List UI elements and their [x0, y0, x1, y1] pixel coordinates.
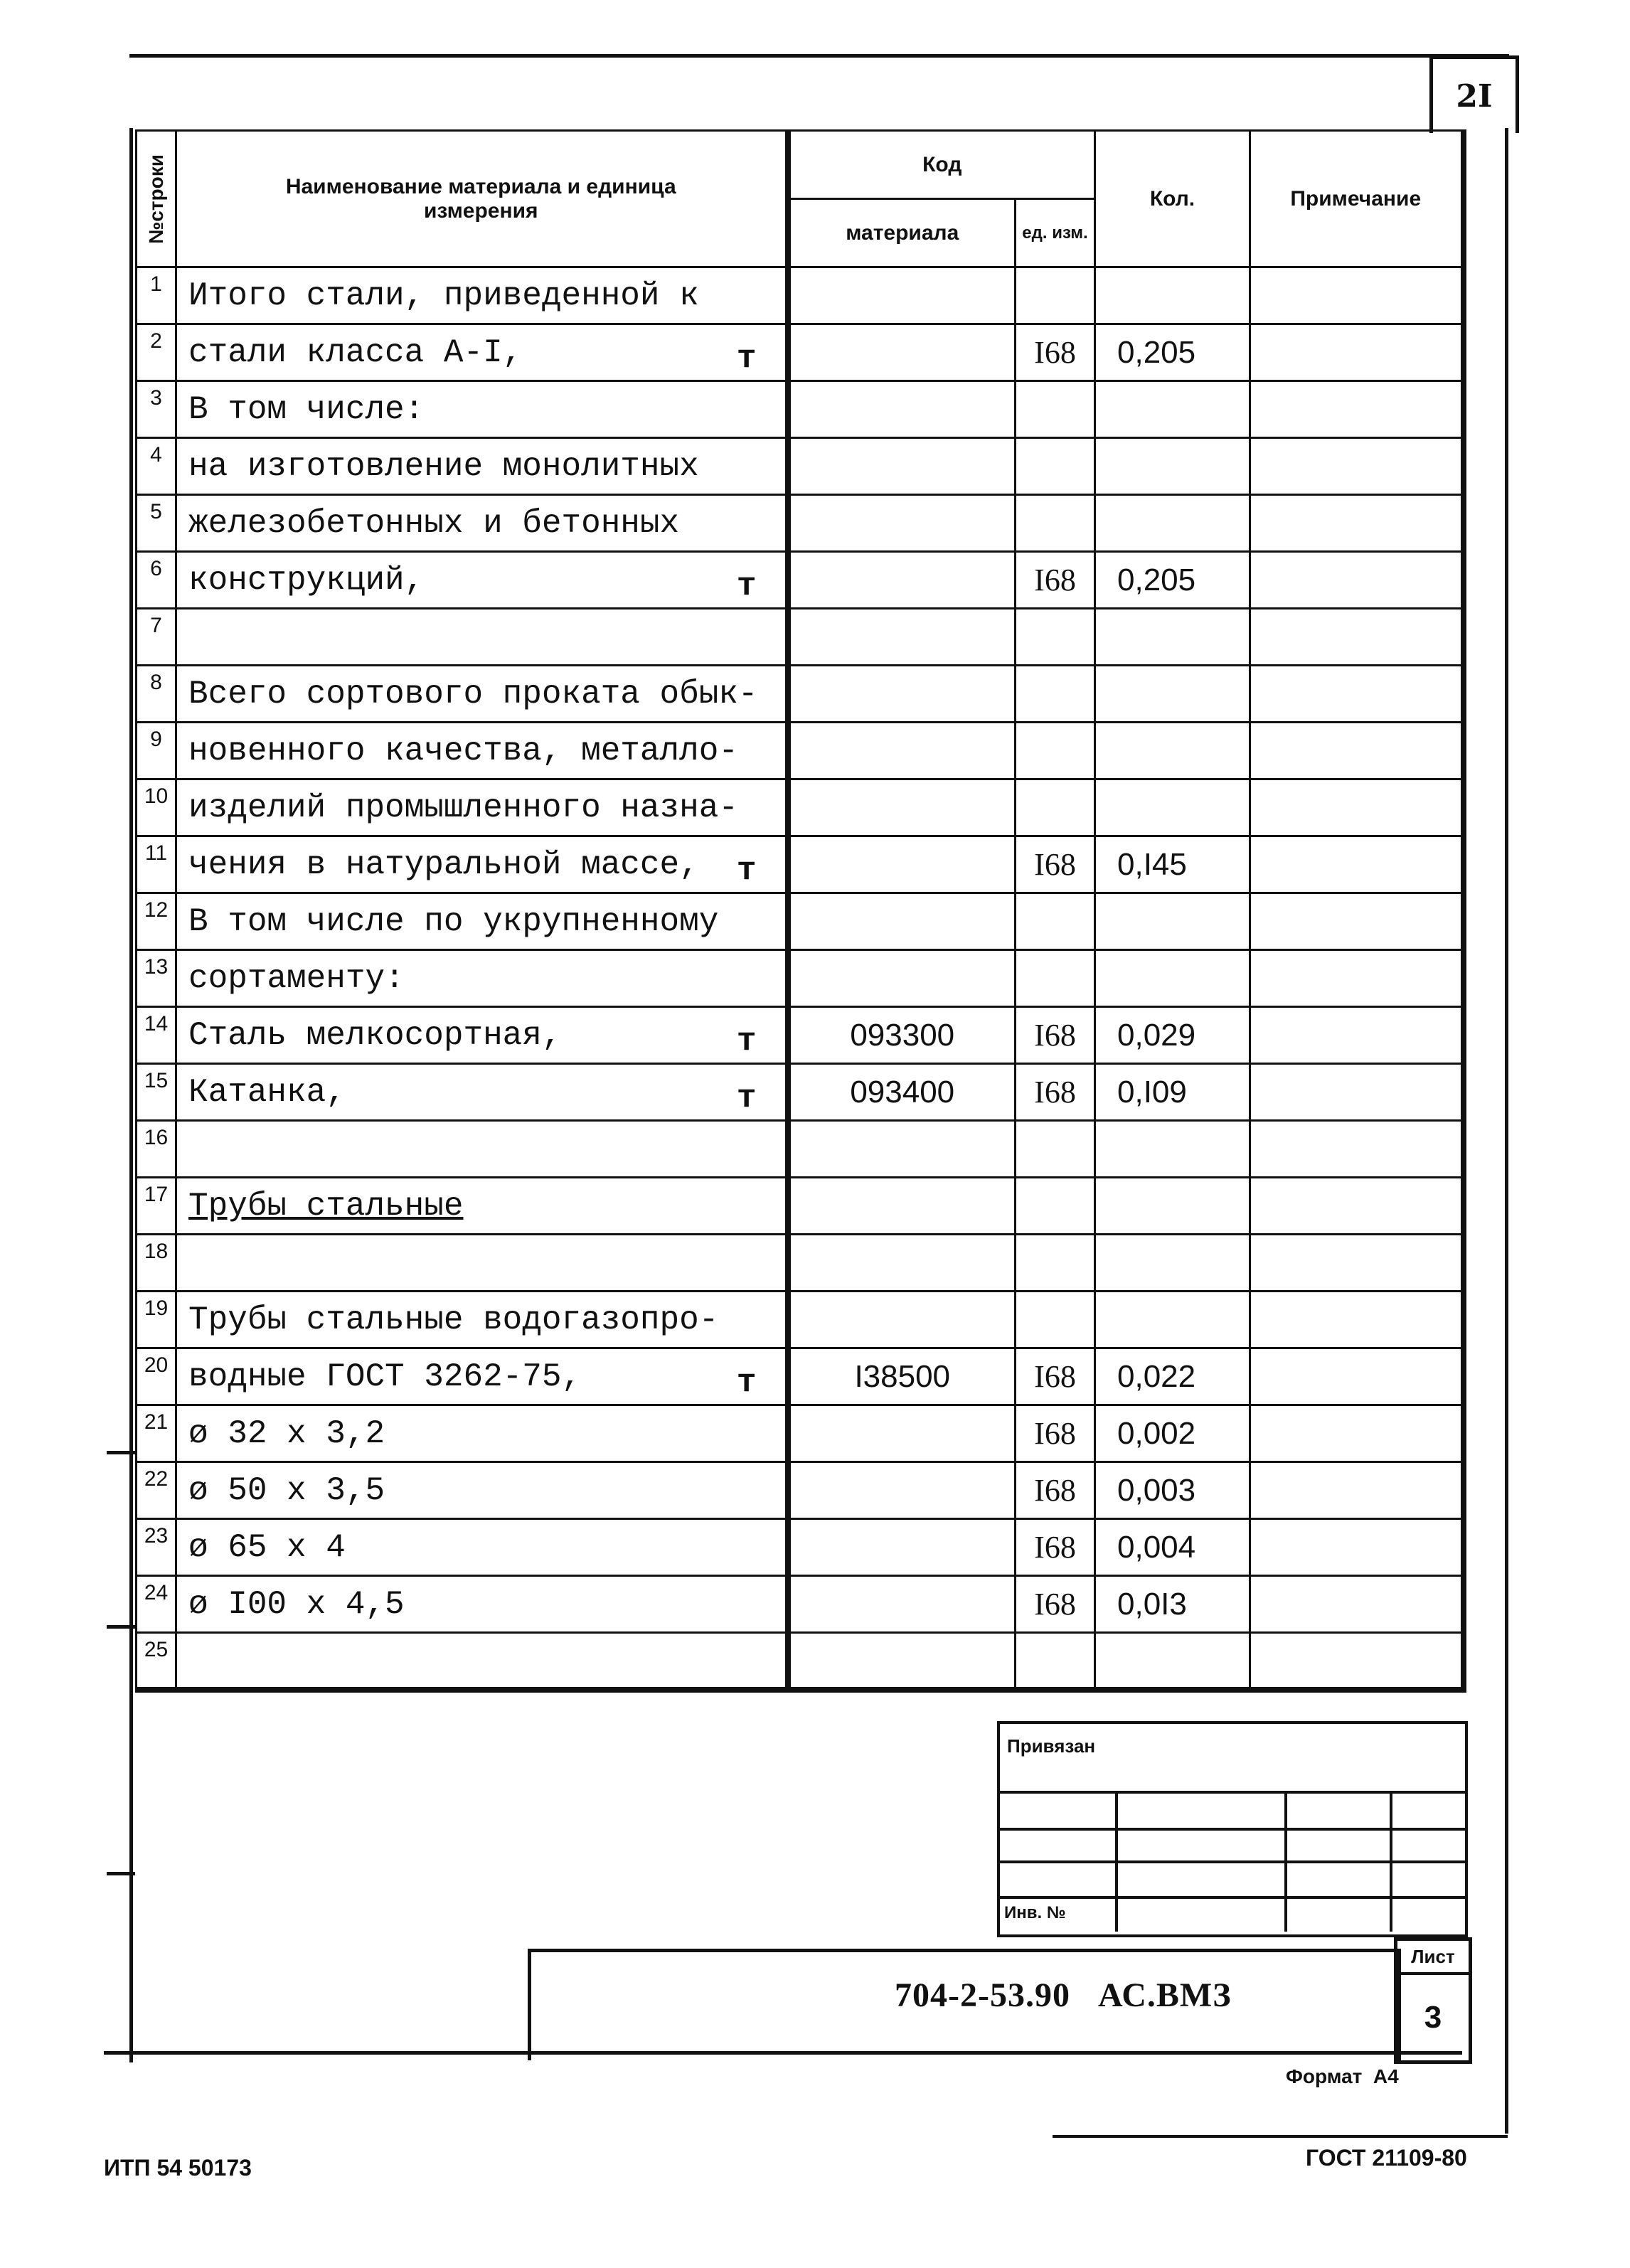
margin-tick-1 — [107, 1451, 135, 1454]
header-qty: Кол. — [1095, 131, 1250, 267]
note-cell — [1250, 324, 1464, 381]
material-code — [788, 609, 1016, 666]
table-row — [137, 495, 1464, 552]
quantity: 0,002 — [1095, 1405, 1250, 1462]
row-number: 6 — [137, 552, 176, 609]
quantity: 0,022 — [1095, 1348, 1250, 1405]
unit-text: т — [736, 1080, 757, 1117]
row-number: 13 — [137, 950, 176, 1007]
material-name-text: на изготовление монолитных — [188, 447, 699, 485]
unit-code — [1016, 666, 1095, 723]
row-number: 12 — [137, 893, 176, 950]
material-name-text: конструкций, — [188, 561, 425, 599]
material-name-text: стали класса А-I, — [188, 334, 523, 371]
header-code-unit: ед. изм. — [1016, 199, 1095, 267]
material-code — [788, 836, 1016, 893]
material-code — [788, 1633, 1016, 1690]
note-cell — [1250, 381, 1464, 438]
table-row — [137, 950, 1464, 1007]
quantity — [1095, 609, 1250, 666]
page-number: 2I — [1429, 55, 1519, 133]
quantity: 0,003 — [1095, 1462, 1250, 1519]
material-name — [176, 267, 788, 324]
row-number: 24 — [137, 1576, 176, 1633]
note-cell — [1250, 1462, 1464, 1519]
sheet-number: 3 — [1424, 2000, 1442, 2035]
material-name — [176, 1462, 788, 1519]
note-cell — [1250, 893, 1464, 950]
material-code: 093300 — [788, 1007, 1016, 1064]
material-name-text: чения в натуральной массе, — [188, 846, 699, 883]
note-cell — [1250, 267, 1464, 324]
material-code — [788, 950, 1016, 1007]
row-number: 19 — [137, 1292, 176, 1348]
material-code — [788, 1121, 1016, 1178]
material-name-text: Трубы стальные водогазопро- — [188, 1301, 719, 1338]
note-cell — [1250, 1235, 1464, 1292]
material-name — [176, 1178, 788, 1235]
unit-text: т — [736, 340, 757, 377]
note-cell — [1250, 495, 1464, 552]
unit-code — [1016, 438, 1095, 495]
quantity — [1095, 1121, 1250, 1178]
table-row — [137, 1235, 1464, 1292]
row-number: 14 — [137, 1007, 176, 1064]
quantity: 0,205 — [1095, 552, 1250, 609]
stamp-hline-4 — [997, 1896, 1465, 1899]
quantity — [1095, 267, 1250, 324]
unit-code — [1016, 1121, 1095, 1178]
sheet-box — [1394, 1937, 1472, 2064]
row-number: 18 — [137, 1235, 176, 1292]
quantity — [1095, 1178, 1250, 1235]
row-number: 17 — [137, 1178, 176, 1235]
material-code — [788, 1292, 1016, 1348]
material-name — [176, 1064, 788, 1121]
row-number: 1 — [137, 267, 176, 324]
header-row-no: №строки — [137, 131, 176, 267]
left-frame-line — [129, 128, 133, 2062]
unit-code: I68 — [1016, 836, 1095, 893]
note-cell — [1250, 552, 1464, 609]
material-name-text: Всего сортового проката обык- — [188, 675, 758, 713]
material-code — [788, 1178, 1016, 1235]
document-code: 704-2-53.90 АС.ВМЗ — [895, 1976, 1232, 2014]
table-row — [137, 267, 1464, 324]
unit-code: I68 — [1016, 1064, 1095, 1121]
quantity — [1095, 495, 1250, 552]
note-cell — [1250, 1633, 1464, 1690]
unit-code — [1016, 381, 1095, 438]
quantity — [1095, 438, 1250, 495]
row-number: 25 — [137, 1633, 176, 1690]
note-cell — [1250, 1178, 1464, 1235]
unit-code: I68 — [1016, 1007, 1095, 1064]
row-number: 16 — [137, 1121, 176, 1178]
note-cell — [1250, 950, 1464, 1007]
material-name — [176, 779, 788, 836]
material-code — [788, 779, 1016, 836]
quantity: 0,205 — [1095, 324, 1250, 381]
material-code — [788, 552, 1016, 609]
quantity: 0,I45 — [1095, 836, 1250, 893]
row-number: 22 — [137, 1462, 176, 1519]
note-cell — [1250, 836, 1464, 893]
table-row — [137, 324, 1464, 381]
material-code — [788, 1235, 1016, 1292]
material-name — [176, 836, 788, 893]
right-frame-line — [1505, 128, 1508, 2134]
quantity — [1095, 893, 1250, 950]
material-name — [176, 324, 788, 381]
table-row — [137, 1519, 1464, 1576]
material-name-text: ø 50 х 3,5 — [188, 1471, 385, 1509]
material-name — [176, 893, 788, 950]
material-code — [788, 1519, 1016, 1576]
material-name — [176, 1007, 788, 1064]
unit-code: I68 — [1016, 1462, 1095, 1519]
material-code — [788, 723, 1016, 779]
note-cell — [1250, 1292, 1464, 1348]
row-number: 5 — [137, 495, 176, 552]
stamp-vline-3 — [1390, 1791, 1392, 1932]
table-row — [137, 438, 1464, 495]
material-name-text: водные ГОСТ 3262-75, — [188, 1358, 582, 1395]
row-number: 7 — [137, 609, 176, 666]
footer-left-code: ИТП 54 50173 — [104, 2155, 252, 2181]
stamp-hline-3 — [997, 1860, 1465, 1863]
quantity: 0,029 — [1095, 1007, 1250, 1064]
material-name-text: Катанка, — [188, 1073, 346, 1111]
material-name — [176, 1576, 788, 1633]
unit-text: т — [736, 568, 757, 605]
material-code — [788, 324, 1016, 381]
note-cell — [1250, 1519, 1464, 1576]
table-row — [137, 1633, 1464, 1690]
material-code — [788, 666, 1016, 723]
stamp-vline-1 — [1115, 1791, 1118, 1932]
material-name-text: ø I00 х 4,5 — [188, 1585, 405, 1623]
unit-code — [1016, 267, 1095, 324]
quantity — [1095, 723, 1250, 779]
table-row — [137, 1462, 1464, 1519]
material-name — [176, 1121, 788, 1178]
material-code — [788, 267, 1016, 324]
lower-frame-line — [1053, 2135, 1508, 2138]
unit-code — [1016, 1235, 1095, 1292]
material-name-text: ø 65 х 4 — [188, 1528, 346, 1566]
material-name-text: В том числе: — [188, 390, 425, 428]
table-row — [137, 609, 1464, 666]
quantity — [1095, 950, 1250, 1007]
table-row — [137, 1348, 1464, 1405]
note-cell — [1250, 666, 1464, 723]
unit-code: I68 — [1016, 1576, 1095, 1633]
note-cell — [1250, 1121, 1464, 1178]
row-number: 23 — [137, 1519, 176, 1576]
material-code — [788, 893, 1016, 950]
note-cell — [1250, 438, 1464, 495]
material-name — [176, 1405, 788, 1462]
unit-code: I68 — [1016, 1405, 1095, 1462]
unit-code: I68 — [1016, 1519, 1095, 1576]
note-cell — [1250, 1064, 1464, 1121]
attached-label: Привязан — [1007, 1735, 1096, 1757]
table-row — [137, 1121, 1464, 1178]
row-number: 2 — [137, 324, 176, 381]
material-code — [788, 1462, 1016, 1519]
material-name-text: изделий промышленного назна- — [188, 789, 738, 826]
table-row — [137, 381, 1464, 438]
note-cell — [1250, 779, 1464, 836]
header-code-material: материала — [788, 199, 1016, 267]
table-row — [137, 552, 1464, 609]
table-row — [137, 723, 1464, 779]
material-code — [788, 1576, 1016, 1633]
material-name-text: железобетонных и бетонных — [188, 504, 680, 542]
material-name — [176, 1235, 788, 1292]
table-row — [137, 666, 1464, 723]
note-cell — [1250, 1348, 1464, 1405]
quantity — [1095, 666, 1250, 723]
row-number: 8 — [137, 666, 176, 723]
note-cell — [1250, 723, 1464, 779]
unit-code — [1016, 1178, 1095, 1235]
table-row — [137, 1064, 1464, 1121]
quantity — [1095, 381, 1250, 438]
top-frame-line — [129, 54, 1509, 58]
quantity — [1095, 779, 1250, 836]
unit-code — [1016, 495, 1095, 552]
unit-code — [1016, 609, 1095, 666]
row-number: 3 — [137, 381, 176, 438]
footer-gost: ГОСТ 21109-80 — [1306, 2145, 1467, 2171]
note-cell — [1250, 1007, 1464, 1064]
unit-text: т — [736, 852, 757, 889]
header-code-group: Код — [788, 131, 1095, 199]
material-spec-table — [135, 129, 1466, 1693]
table-row — [137, 1576, 1464, 1633]
material-name-text: ø 32 х 3,2 — [188, 1415, 385, 1452]
material-name-text: сортаменту: — [188, 959, 405, 997]
table-row — [137, 1405, 1464, 1462]
quantity: 0,004 — [1095, 1519, 1250, 1576]
material-code — [788, 381, 1016, 438]
stamp-hline-2 — [997, 1828, 1465, 1831]
quantity: 0,I09 — [1095, 1064, 1250, 1121]
table-row — [137, 893, 1464, 950]
unit-text: т — [736, 1023, 757, 1060]
note-cell — [1250, 609, 1464, 666]
row-number: 4 — [137, 438, 176, 495]
material-code — [788, 495, 1016, 552]
note-cell — [1250, 1405, 1464, 1462]
material-name — [176, 950, 788, 1007]
quantity — [1095, 1235, 1250, 1292]
unit-code — [1016, 1292, 1095, 1348]
quantity: 0,0I3 — [1095, 1576, 1250, 1633]
unit-code — [1016, 723, 1095, 779]
material-name-text: Трубы стальные — [188, 1187, 464, 1225]
material-name — [176, 666, 788, 723]
table-row — [137, 779, 1464, 836]
header-note: Примечание — [1250, 131, 1464, 267]
table-row — [137, 1007, 1464, 1064]
material-name-text: Сталь мелкосортная, — [188, 1016, 562, 1054]
quantity — [1095, 1633, 1250, 1690]
row-number: 21 — [137, 1405, 176, 1462]
unit-code — [1016, 950, 1095, 1007]
table-row — [137, 836, 1464, 893]
margin-tick-2 — [107, 1625, 135, 1629]
row-number: 11 — [137, 836, 176, 893]
margin-tick-3 — [107, 1872, 135, 1875]
material-name — [176, 1519, 788, 1576]
stamp-hline-1 — [997, 1791, 1465, 1794]
table-row — [137, 1292, 1464, 1348]
unit-code — [1016, 779, 1095, 836]
unit-code: I68 — [1016, 552, 1095, 609]
material-name-text: Итого стали, приведенной к — [188, 277, 699, 314]
row-number: 10 — [137, 779, 176, 836]
unit-code — [1016, 893, 1095, 950]
material-name — [176, 723, 788, 779]
table-row — [137, 1178, 1464, 1235]
material-name — [176, 1292, 788, 1348]
note-cell — [1250, 1576, 1464, 1633]
quantity — [1095, 1292, 1250, 1348]
unit-code: I68 — [1016, 324, 1095, 381]
header-name: Наименование материала и единица измерения — [176, 131, 788, 267]
unit-text: т — [736, 1364, 757, 1401]
material-code: 093400 — [788, 1064, 1016, 1121]
material-code: I38500 — [788, 1348, 1016, 1405]
material-name — [176, 1633, 788, 1690]
material-name — [176, 609, 788, 666]
row-number: 20 — [137, 1348, 176, 1405]
unit-code — [1016, 1633, 1095, 1690]
material-code — [788, 438, 1016, 495]
row-number: 15 — [137, 1064, 176, 1121]
material-name — [176, 381, 788, 438]
material-name — [176, 1348, 788, 1405]
sheet-label: Лист — [1397, 1941, 1469, 1975]
unit-code: I68 — [1016, 1348, 1095, 1405]
material-name — [176, 495, 788, 552]
stamp-vline-2 — [1284, 1791, 1287, 1932]
material-code — [788, 1405, 1016, 1462]
format-label: Формат А4 — [1286, 2065, 1399, 2087]
inv-no-label: Инв. № — [1004, 1903, 1066, 1922]
material-name-text: новенного качества, металло- — [188, 732, 738, 770]
material-name-text: В том числе по укрупненному — [188, 903, 719, 940]
material-name — [176, 438, 788, 495]
row-number: 9 — [137, 723, 176, 779]
material-name — [176, 552, 788, 609]
